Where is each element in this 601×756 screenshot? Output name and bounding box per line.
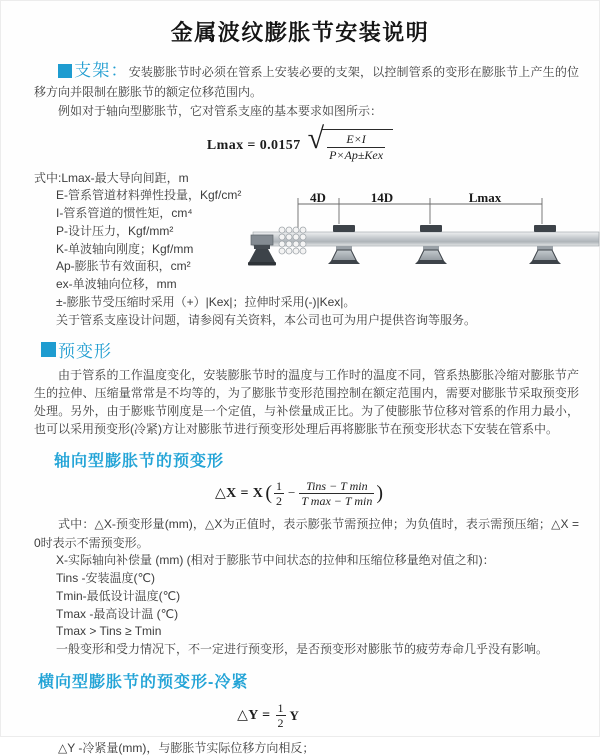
dimension-label-lmax: Lmax [468,190,502,205]
half-denominator: 2 [277,716,284,731]
support-intro-paragraph [34,61,579,102]
axial-item: Tins -安装温度(℃) [56,571,156,586]
lateral-note-paragraph: △Y -冷紧量(mm)，与膨胀节实际位移方向相反； [58,740,315,755]
predeform-paragraph: 由于管系的工作温度变化，安装膨胀节时的温度与工作时的温度不同，管系热膨胀冷缩对膨胀节产生的拉伸、压缩量常常是不均等的，为了膨胀节变形范围控制在额定范围内，需要对膨胀节采取预变形处理。另外，由于膨账节刚度是一个定值，与补偿量成正比。为了使膨胀节位移对管系的作用力最小，也可以采用预变形(冷紧)方让对膨胀节进行预变形处理后再将膨胀节在预变形状态下安装在管系中。 [34,367,579,437]
lateral-coldtight-formula [0,702,567,730]
half-numerator: 1 [276,478,282,493]
minus-operator: − [288,485,296,501]
axial-subheading: 轴向型膨胀节的预变形 [54,453,225,471]
guide-spacing-formula [1,122,599,163]
definition-line: ex-单波轴向位移，mm [56,277,177,292]
half-fraction [276,701,286,731]
square-root-icon [307,122,393,162]
close-paren: ) [376,481,384,504]
axial-item: 一般变形和受力情况下，不一定进行预变形，是否预变形对膨胀节的疲劳寿命几乎没有影响。 [56,642,549,656]
formula3-rhs: Y [289,707,299,723]
formula1-radicand [322,129,393,162]
dimension-label-4d: 4D [310,190,326,205]
support-section-label [58,61,129,80]
square-bullet-icon [58,64,72,78]
half-numerator: 1 [277,700,284,715]
dimension-label-14d: 14D [370,190,394,205]
axial-item: Tmax -最高设计温 (℃) [56,606,179,621]
radical-glyph: √ [307,122,325,156]
support-example-paragraph: 例如对于轴向型膨胀节，它对管系支座的基本要求如图所示： [58,104,383,118]
support-intro-text: 安装膨胀节时必须在管系上安装必要的支架，以控制管系的变形在膨胀节上产生的位移方向并限制在膨胀节的额定位移范围内。 [34,65,579,99]
square-bullet-icon [41,342,56,357]
anchor-support [248,235,276,266]
axial-item: Tmax > Tins ≥ Tmin [56,624,162,639]
definition-line: ±-膨胀节受压缩时采用（+）|Kex|；拉伸时采用(-)|Kex|。 [56,295,356,310]
temperature-numerator: Tins − T min [306,478,368,493]
axial-item: X-实际轴向补偿量 (mm) (相对于膨胀节中间状态的拉伸和压缩位移量绝对值之和)： [56,553,495,568]
lateral-subheading: 横向型膨胀节的预变形-冷紧 [38,673,249,691]
definition-line: K-单波轴向刚度；Kgf/mm [56,241,194,256]
temperature-denominator: T max − T min [301,493,373,508]
half-denominator: 2 [276,493,282,508]
half-fraction [274,479,284,509]
axial-explain-paragraph: 式中：△X-预变形量(mm)，△X为正值时，表示膨张节需预拉伸；为负值时，表示需预压缩；△X = 0时表示不需预变形。 [34,517,579,550]
formula1-fraction [327,132,385,162]
axial-predeform-formula [1,478,599,508]
temperature-fraction [299,479,374,509]
definition-line: I-管系管道的惯性矩，cm⁴ [56,206,193,221]
formula2-lhs: △X = X [214,485,264,501]
predeform-heading-text: 预变形 [58,341,112,361]
definition-line: E-管系管道材料弹性投量，Kgf/cm² [56,188,242,203]
definition-line: P-设计压力，Kgf/mm² [56,223,174,238]
definition-line: 式中:Lmax-最大导向间距，m [34,170,189,185]
axial-items-list [56,552,579,658]
formula1-denominator: P×Ap±Kex [329,147,384,162]
page-title: 金属波纹膨胀节安装说明 [170,20,430,45]
definition-line: Ap-膨胀节有效面积，cm² [56,259,191,274]
formula1-numerator: E×I [346,132,366,147]
axial-item: Tmin-最低设计温度(℃) [56,588,181,603]
formula1-lhs: Lmax = 0.0157 [206,137,301,153]
open-paren: ( [265,481,272,504]
pipe-support-diagram [249,190,601,289]
support-label-text: 支架： [74,61,129,80]
formula3-lhs: △Y = [237,708,271,724]
predeform-section-heading [41,337,599,362]
definition-line: 关于管系支座设计问题，请参阅有关资料，本公司也可为用户提供咨询等服务。 [56,312,477,327]
